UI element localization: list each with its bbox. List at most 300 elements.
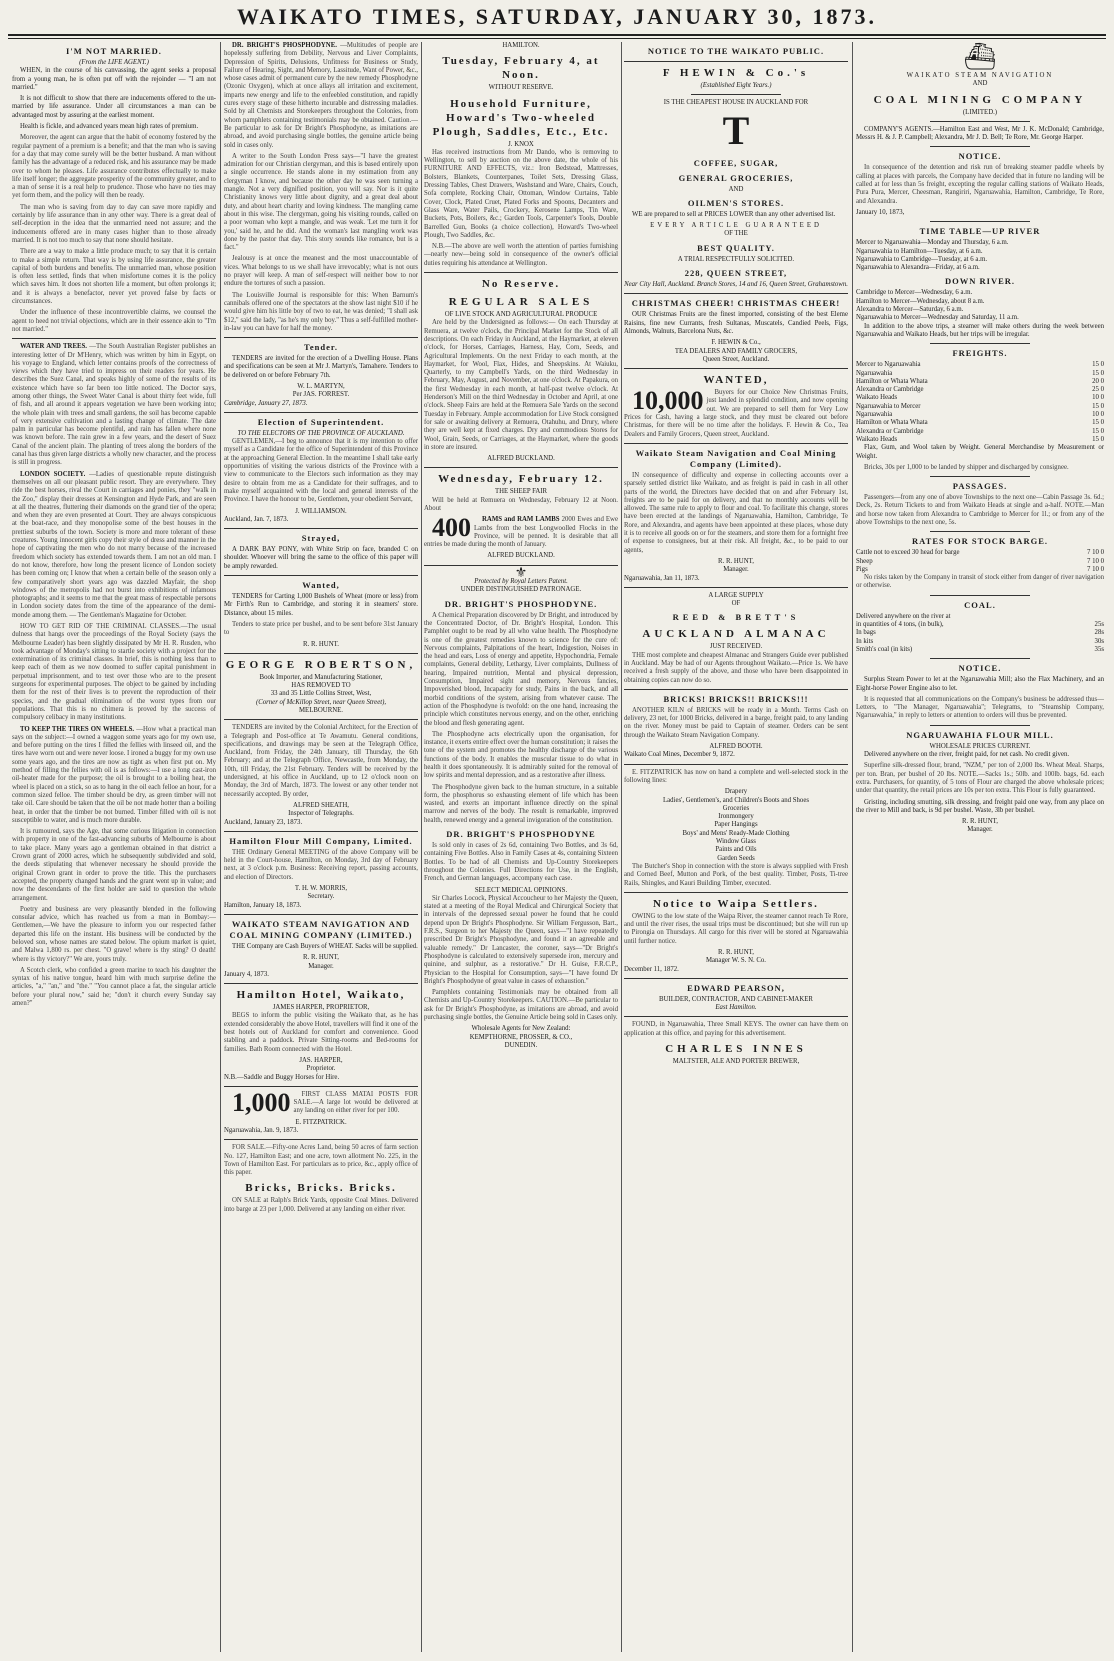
divider [930,725,1029,726]
paragraph: It is not difficult to show that there are inducements offered to the un-married by life assurance. Under all circumstances a man can be advantaged most by assuring at the earliest moment. [12,95,216,119]
table-cell: 15 0 [1092,435,1104,443]
table-cell: In kits [856,637,874,645]
ad-signature: Manager W. S. N. Co. [705,957,767,965]
ad-subtitle: MALTSTER, ALE AND PORTER BREWER, [672,1058,800,1066]
ad-signature: R. R. HUNT, [303,954,339,962]
big-number: 400 [432,513,471,543]
ad-text: OUR Christmas Fruits are the finest imported, consisting of the best Eleme Raisins, fine new Currants, fresh Sultanas, Muscatels, Candied Peels, Figs, Almonds, Walnuts, Barcelona Nuts, &c. [624,311,848,335]
ad-signature: ALFRED BUCKLAND. [487,552,555,560]
ad-address: Near City Hall, Auckland. Branch Stores, 14 and 16, Queen Street, Grahamstown. [624,281,848,289]
top-rule-thin [8,38,1106,39]
ad-date: Auckland, January 23, 1873. [224,818,303,826]
divider [624,892,848,893]
ad-text: TENDERS are invited for the erection of a Dwelling House. Plans and specifications can be seen at Mr J. Martyn's, Tamahere. Tenders to be delivered on or before February 7th. [224,355,418,379]
filler-text: It is requested that all communications on the Company's business be addressed thus—Letters, to "The Manager, Ngaruawahia"; Telegrams, to "Steamship Company, Ngaruawahia," in reply to letters or attention to orders will thus be prevented. [856,695,1104,720]
ad-signature: J. WILLIAMSON. [295,507,347,515]
table-cell: Waikato Heads [856,394,898,402]
filler-text: GENTLEMEN,—I beg to announce that it is my intention to offer myself as a Candidate for the office of Superintendent of this Province at the approaching General Election. In the meantime I shall take early opportunities of visiting the various districts of the Province with a view to communicate to the Electors such information as they may desire to obtain from me as a Candidate for their suffrages, and to make myself acquainted with the local and general interests of the Province. I have the honour to be, Gentlemen, your obedient Servant, [224,438,418,504]
divider [224,528,418,529]
filler-text: —How what a practical man says on the subject:—I owned a waggon some years ago for my own use, and before putting on the tires I filled the fellies with linseed oil, and the tires have worn out and were never loose. I ironed a buggy for my own use some years ago, and the tires are now as tight as when first put on. My method of filling the fellies with oil is as follows:—I use a long cast-iron oil-heater made for the purpose; the oil is brought to a boiling heat, the wheel is placed on a stick, so as to hang in the oil each felloe an hour, for a common sized felloe. The timber should be dry, as green timber will not take oil. Care should be taken that the oil be not made hotter than a boiling heat, in order that the timber be not burned. Timber filled with oil is not susceptible to water, and is much more durable. [12,725,216,824]
filler-text: A writer to the South London Press says—"I have the greatest admiration for our Christian clergyman, and this is based entirely upon a single occurrence. He stands alone in my estimation from any clergyman I know, and because the other day he was seen turning a mangle. Not a very dignified position, you will say. Nor is it quite Christianity knows very little about dignity, and a great deal about duty, and about heart charity and loving kindness. The mangling came about in this wise. The clergyman, going his visiting rounds, called on a poor woman who kept a mangle, and was weak. 'Let me turn it for you,' said he, and he did. And the woman's last mangling work was done by the pastor that day. This story sounds like romance, but is a fact." [224,152,418,252]
ad-signature: Proprietor. [306,1065,336,1073]
list-item: Drapery [724,788,748,796]
ad-date: Ngaruawahia, Jan 11, 1873. [624,574,700,582]
filler-text: FIRST CLASS MATAI POSTS FOR SALE.—A large lot would be delivered at any landing on either river for per 100. [293,1090,418,1115]
column-1 [12,42,216,1652]
big-number: 10,000 [632,386,704,416]
ad-title: WANTED, [703,374,769,387]
table-cell: Smith's coal (in kits) [856,645,913,653]
ad-title: Election of Superintendent. [257,416,385,427]
ad-text: In addition to the above trips, a steamer will make others during the week between Ngaruawahia and Waikato Heads, but her trips will be irregular. [856,322,1104,338]
divider [930,476,1029,477]
filler-text: Jealousy is at once the meanest and the most unaccountable of vices. What belongs to us we shall have irrevocably; what is not ours no prayer will keep. A man of self-respect will neither bow to nor endure the tortures of such a passion. [224,255,418,288]
ad-signature: JAS. HARPER, [299,1056,343,1064]
divider [624,1016,848,1017]
ad-heading: DR. BRIGHT'S PHOSPHODYNE. [232,42,337,49]
ad-title: TIME TABLE—UP RIVER [919,226,1041,237]
ad-text: TENDERS for Carting 1,000 Bushels of Wheat (more or less) from Mr Firth's Run to Cambridge, and storing it in steamers' store. Distance, about 15 miles. [224,593,418,617]
divider [624,764,848,765]
ad-line: GENERAL GROCERIES, [678,172,794,183]
ad-signature: Inspector of Telegraphs. [288,810,354,818]
filler-text: Moreover, the agent can argue that the habit of economy fostered by the regular payment of a premium is a benefit; and that the man who is saving for a day that may come surely will be the better husband. A man without family has the advantage of a reduced risk, and his assurance may be made over to whom he pleases. Life assurance contributes effectually to make life itself longer; the aggregate prosperity of the community greater, and to a man of sense it is a real help to prudence. Those who have no ties may yet form them, and the policy will then be ready. [12,134,216,200]
ad-date: Ngaruawahia, Jan. 9, 1873. [224,1126,299,1134]
ad-signature: F. HEWIN & Co., [711,339,761,347]
ad-signature: R. R. HUNT, [718,949,754,956]
table-cell: Alexandra or Cambridge [856,427,924,435]
ad-signature: E. FITZPATRICK. [295,1118,347,1126]
ad-title: COAL MINING COMPANY [873,93,1087,106]
list-item: Ladies', Gentlemen's, and Children's Boots and Shoes [662,796,809,804]
table-cell: Mercer to Ngaruawahia [856,361,921,369]
masthead: WAIKATO TIMES, SATURDAY, JANUARY 30, 1873. [236,4,878,29]
table-cell: 35s [1094,645,1104,653]
ad-text: THE Company are Cash Buyers of WHEAT. Sacks will be supplied. [232,942,418,950]
paragraph: Health is fickle, and advanced years mean high rates of premium. [20,123,199,131]
ad-title: Bricks, Bricks. Bricks. [245,1182,397,1195]
filler-text: Sir Charles Locock, Physical Accoucheur to her Majesty the Queen, stated at a meeting of the Royal Medical and Chirurgical Society that in intervals of the depressed sexual power he found that he could depend upon Dr Bright's Phosphodyne. Sir William Fergusson, Bart., F.R.S., Surgeon to her Majesty the Queen, says—"I have repeatedly prescribed Dr Bright's Phosphodyne, and found it an agreeable and valuable remedy." Dr Lancaster, the coroner, says—"Dr Bright's Phosphodyne is calculated to extensively supersede iron, mercury and quinine, and sulphur, as a restorative." Dr H. Guise, F.R.C.P., Physician to the Hospital for Consumption, says—"I have found Dr Bright's Phosphodyne of great value in cases of exhaustion." [424,894,618,985]
list-item: Boys' and Mens' Ready-Made Clothing [682,829,790,837]
filler-text: Tenders to state price per bushel, and to be sent before 31st January to [224,620,418,637]
ad-signature: Secretary. [307,893,335,901]
ad-date: Waikato Coal Mines, December 9, 1872. [624,751,735,759]
divider [12,338,216,339]
ad-text: Delivered anywhere on the river, freight paid, for net cash. No credit given. [864,751,1070,759]
top-rule [8,34,1106,36]
filler-text: 2000 Ewes and Ewe Lambs from the best Longwoolled Flocks in the Province, will be penned. It is desirable that all entries be made during the month of January. [424,516,618,549]
ad-title: PASSAGES. [952,481,1008,492]
table-cell: 15 0 [1092,427,1104,435]
ad-text: A DARK BAY PONY, with White Strip on face, branded C on shoulder. Whoever will bring the same to the office of this paper will be amply rewarded. [224,546,418,570]
ad-title: CHRISTMAS CHEER! CHRISTMAS CHEER! [631,298,841,309]
ad-line: BEST QUALITY. [697,242,775,253]
filler-text: Superfine silk-dressed flour, brand, "NZM," per ton of 2,000 lbs. Wheat Meal. Sharps, per ton. Bran, per bushel of 20 lbs. NOTE.—Sacks 1s.; 50lb. and 100lb. bags, 6d. each extra. Purchasers, for quantity, of 5 tons of Flour are charged the above wholesale prices; under that quantity, the retail prices are 10s per ton extra. This Flour is fully guaranteed. [856,762,1104,795]
divider [224,412,418,413]
table-cell [1081,613,1104,621]
ad-city: East Hamilton. [715,1004,757,1012]
table-row [856,566,1104,574]
list-item: Ngaruawahia to Mercer—Wednesday and Saturday, 11 a.m. [856,314,1019,322]
filler-text: The Louisville Journal is responsible for this: When Barnum's cannibals offered one of the spectators at the show last night $10 if he would give him his little boy of two to eat, he was denied; "I shall ask $12," said the lady, "as he's my only boy." Thus a self-fulfilled mother-in-law you can have for half the money. [224,291,418,332]
table-cell: Hamilton or Whata Whata [856,419,928,427]
divider [624,587,848,588]
ad-title: COAL. [964,599,996,610]
table-row [856,549,1104,557]
ad-city: Queen Street, Auckland. [702,355,770,363]
filler-text: The Phosphodyne acts electrically upon the organisation, for instance, it exerts entire effect over the human constitution; it raises the tone of the system and promotes the healthy discharge of the various functions of the body. It enables the muscular tissue to do what in health it does spontaneously. It is admirably suited for the removal of low spirits and mental depression, and as a restorative after illness. [424,730,618,780]
table-row [856,394,1104,402]
list-item: Hamilton to Mercer—Wednesday, about 8 a.m. [856,297,985,305]
table-row [856,558,1104,566]
divider [224,653,418,654]
ad-title: Household Furniture, Howard's Two-wheeled Plough, Saddles, Etc., Etc. [432,97,610,138]
ad-date: Cambridge, January 27, 1873. [224,399,308,407]
ad-signature: R. R. HUNT. [303,640,339,648]
filler-text: Poetry and business are very pleasantly blended in the following consular advice, which has reached us from a man in Bombay:—Gentlemen,—We have the pleasure to inform you our respected father departed this life on the instant. His business will be conducted by the beloved son, whose names are stated below. The opium market is quiet, and Malwa 1,800 rs. per chest. "O grave! where is thy sting? O death! where is thy victory?" We are, yours truly. [12,905,216,963]
table-cell: 10 0 [1092,394,1104,402]
column-divider [621,42,622,1652]
ad-title: EDWARD PEARSON, [687,982,785,993]
divider [930,146,1029,147]
ad-title: CHARLES INNES [665,1043,807,1056]
ad-signature: Manager. [308,962,334,970]
ad-title: Notice to Waipa Settlers. [653,897,819,910]
list-item: Ngaruawahia to Alexandra—Friday, at 6 a.m. [856,264,980,272]
filler-text: ON SALE at Ralph's Brick Yards, opposite Coal Mines. Delivered into barge at 23 per 1,000. Delivered at any landing on either river. [224,1197,418,1213]
table-row [856,621,1104,629]
list-item: Garden Seeds [717,854,755,862]
ad-line: EVERY ARTICLE GUARANTEED [650,222,822,230]
ad-line: OILMEN'S STORES. [687,197,785,208]
ad-date: January 10, 1873, [856,208,905,216]
ad-subtitle: IS THE CHEAPEST HOUSE IN AUCKLAND FOR [663,99,809,107]
divider [624,293,848,294]
ad-subtitle: (Established Eight Years.) [700,82,772,89]
ad-title: DR. BRIGHT'S PHOSPHODYNE. [444,598,598,609]
divider [224,719,418,720]
divider [424,272,618,273]
divider [224,575,418,576]
table-cell: Ngaruawahia [856,411,893,419]
goods-list [624,788,848,863]
ad-title: Hamilton Hotel, Waikato, [236,989,406,1002]
table-cell: Ngaruawahia to Mercer [856,402,921,410]
ad-signature: W. L. MARTYN, [297,382,345,390]
filler-text: The Butcher's Shop in connection with the store is always supplied with Fresh and Corned Beef, Mutton and Pork, of the best quality. Timber, Posts, Ti-tree Rails, Shingles, and Kauri Building Timber, executed. [624,862,848,887]
table-row [856,419,1104,427]
table-row [856,411,1104,419]
column-4 [624,42,848,1652]
ad-subtitle: Wholesale Agents for New Zealand: [471,1025,571,1033]
coal-table [856,613,1104,654]
divider [224,337,418,338]
ad-note: N.B.—Saddle and Buggy Horses for Hire. [224,1073,340,1081]
filler-text: Under the influence of these incontrovertible claims, we counsel the agent to heed not trivial objections, which are in their essence akin to "I'm not married." [12,309,216,333]
ad-title: Waikato Steam Navigation and Coal Mining Company (Limited). [635,447,837,469]
ad-title: No Reserve. [481,278,561,291]
table-cell: 7 10 0 [1087,557,1104,565]
ad-subtitle: OF LIVE STOCK AND AGRICULTURAL PRODUCE [444,311,598,319]
ad-big-letter: T [722,107,750,153]
ad-title: REGULAR SALES [448,296,594,309]
list-item: Alexandra to Mercer—Saturday, 6 a.m. [856,306,964,314]
filler-text: Has received instructions from Mr Dando, who is removing to Wellington, to sell by auction on the above date, the whole of his FURNITURE AND EFFECTS, viz.: Iron Bedstead, Mattresses, Bolsters, Blankets, Counterpanes, Toilet Sets, Dressing Glass, Dressing Tables, Chest Drawers, Washstand and Ware, Chairs, Couch, Sofa complete, Rocking Chair, Ottoman, Window Curtains, Table Cover, Clock, Plated Cruet, Plated Forks and Spoons, Decanters and Glass Ware, Water Pails, Crockery, Kerosene Lamps, Tin Ware, Buckets, Pots, Boilers, &c.; Garden Tools, Carpenter's Tools, Double Barrelled Gun, Books (a choice collection), Howard's Two-wheel Plough, Two Saddles, &c. [424,148,618,239]
filler-text: No risks taken by the Company in transit of stock either from danger of river navigation or otherwise. [856,574,1104,590]
ad-signature: ALFRED BUCKLAND. [487,455,555,463]
filler-text: Passengers—from any one of above Townships to the next one—Cabin Passage 3s. 6d.; Deck, 2s. Return Tickets to and from Waikato Heads at single and a-half. NOTE.—Man and horse now taken from Alexandra to Cambridge to Mercer for 1l.; or from any of the above Townships to the next one, 5s. [856,494,1104,526]
filler-text: Bricks, 30s per 1,000 to be landed by shipper and discharged by consignee. [864,463,1069,471]
ad-heading: NOTICE TO THE WAIKATO PUBLIC. [647,46,825,56]
table-cell: 15 0 [1092,402,1104,410]
big-number: 1,000 [232,1087,291,1117]
ad-subtitle: Protected by Royal Letters Patent. [474,578,568,586]
ad-subtitle: BUILDER, CONTRACTOR, AND CABINET-MAKER [659,995,813,1003]
table-cell: Sheep [856,557,873,565]
ad-line: AND [972,80,988,88]
ad-line: A LARGE SUPPLY [708,591,764,599]
ad-title: GEORGE ROBERTSON, [225,658,417,671]
ad-signature: KEMPTHORNE, PROSSER, & CO., [469,1033,573,1041]
ad-line: OF THE [724,230,748,238]
filler-text: —Multitudes of people are hopelessly suffering from Debility, Nervous and Liver Complaints, Depression of Spirits, Delusions, Unfitness for Business or Study, Failure of Hearing, Sight, and Memory, Lassitude, Want of Power, &c., whose cases admit of permanent cure by the new remedy Phosphodyne (Ozonic Oxygen), which at once allays all irritation and excitement, imparts new energy and life to the enfeebled constitution, and rapidly cures every stage of these hitherto incurable and distressing maladies. Sold by all Chemists and Storekeepers throughout the Colonies, from whom pamphlets containing testimonials may be obtained. Caution.—Be particular to ask for Dr Bright's Phosphodyne, as imitations are abroad, and avoid purchasing single bottles, the genuine article being sold in cases only. [224,42,418,149]
divider [624,368,848,369]
list-item: Cambridge to Mercer—Wednesday, 6 a.m. [856,289,973,297]
ad-title: Tuesday, February 4, at Noon. [442,55,600,82]
filler-text: BEGS to inform the public visiting the Waikato that, as he has extended considerably the above Hotel, travellers will find it one of the best hotels out of Auckland for comfort and convenience. Good stabling and a paddock. Private Sitting-rooms and Bed-rooms for families. Bath Room connected with the Hotel. [224,1012,418,1053]
list-item: Window Glass [716,838,756,846]
ad-title: RATES FOR STOCK BARGE. [912,536,1048,547]
table-cell: 30s [1094,637,1104,645]
ad-title: F HEWIN & Co.'s [662,67,810,79]
ad-signature: Per JAS. FORREST. [292,391,350,399]
ad-line: 228, QUEEN STREET, [684,268,788,279]
ad-signature: ALFRED SHEATH, [293,801,349,809]
ad-title: NGARUAWAHIA FLOUR MILL. [906,729,1054,740]
ad-city: MELBOURNE. [299,707,343,714]
ad-title: Wanted, [302,580,340,591]
timetable-down [856,289,1104,322]
ad-text: Gristing, including smutting, silk dressing, and freight paid one way, from any place on the river to Mill and back, is 9d per bushel. Waste, 3lb per bushel. [856,798,1104,814]
filler-text: —The South Australian Register publishes an interesting letter of Dr M'Henry, which was written by him in Egypt, on his voyage to England, which letter contains proofs of the correctness of views which they have tried to impress on their readers for years. He describes the Suez Canal, and speaks highly of some of the results of its existence which have so far been too little noticed. The Doctor says, among other things, the Sweet Water Canal is about thirty feet wide, full of fish, and all around it appears vegetation we have been working into; the whole plain with trees and small gardens, the soil has become capable of very extensive cultivation and a lasting change of climate. The date palm in particular has become plentiful, and rain has fallen where none was known before. The rain grew in a few years, and the desert of Suez Canal of the ancient plain. The planting of trees along the borders of the canal has thus given large districts a wholly new character, and the process is still in progress. [12,343,216,467]
list-item: Ngaruawahia to Hamilton—Tuesday, at 6 a.m. [856,247,983,255]
table-cell: 28s [1094,629,1104,637]
filler-text: OWING to the low state of the Waipa River, the steamer cannot reach Te Rore, and until the river rises, the usual trips must be discontinued; but she will run up to Pirongia on Thursdays. All cargo for this river will be stored at Ngaruawahia until further notice. [624,912,848,945]
filler-text: FOUND, in Ngaruawahia, Three Small KEYS. The owner can have them on application at this office, and paying for this advertisement. [624,1021,848,1037]
ad-line: AND [728,185,744,193]
freight-table [856,361,1104,444]
section-heading: WATER AND TREES. [20,343,87,351]
divider [224,1086,418,1087]
column-3 [424,42,618,1652]
ad-heading: WAIKATO STEAM NAVIGATION [906,72,1054,79]
ad-line: COFFEE, SUGAR, [693,157,779,168]
divider [930,121,1029,122]
ad-city: DUNEDIN. [504,1041,538,1049]
filler-text: ANOTHER KILN of BRICKS will be ready in a Month. Terms Cash on delivery, 23 net, for 1000 Bricks, delivered in a barge, freight paid, to any landing on the river. Money must be paid to Captain of steamer. Orders can be sent through the Waikato Steam Navigation Company. [624,706,848,739]
column-divider [852,42,853,1652]
ad-subtitle: (LIMITED.) [962,108,998,116]
filler-text: There are a way to make a little produce much; to say that it is certain to make a simple return. That way is by using life assurance, the greater capital of both burdens and benefits. The unmarried man, whose position is often less settled, finds that when misfortune comes it is the policy which saves him. It does not shorten life a moment, but often prolongs it; and it is always a benefactor, never yet proved false by facts or circumstances. [12,248,216,306]
filler-text: It is rumoured, says the Age, that some curious litigation in connection with property in one of the fast-advancing suburbs of Melbourne is about to take place. Many years ago a gentleman obtained in that district a Crown grant of 2000 acres, which he subsequently subdivided and sold, the deeds stipulating that whenever necessary he should provide the original Crown grant in order to prove the title. This the purchasers accepted, the property changed hands and the grant went up in value; and now the descendants of the first holder are said to question the whole arrangement. [12,828,216,902]
article-subtitle: (From the LIFE AGENT.) [79,59,149,66]
list-item: Ironmongery [718,813,754,821]
list-item: Ngaruawahia to Cambridge—Tuesday, at 6 a.m. [856,255,988,263]
ad-date: January 4, 1873. [224,970,269,978]
ad-subtitle: HAS REMOVED TO [291,682,351,690]
table-cell: 25 0 [1092,386,1104,394]
filler-text: HOW TO GET RID OF THE CRIMINAL CLASSES.—The usual dulness that hangs over the proceedings of the Royal Society (says the Melbourne Leader) has been slightly dissipated by Mr H. R. Rusden, who took advantage of Monday's sitting to startle society with a project for the extermination of its criminal classes. In brief, this is nothing less than to keep each of them as we now doomed to suffer capital punishment in perpetual imprisonment, and to test over those who are to the present surgeons for experimental purposes. The object to be gained by including them for the rest of their lives is to prevent the reproduction of their species, and the gradual elimination of the worst types from our populations. That this is no chimera is proved by the success of compulsory celibacy in many institutions. [12,623,216,722]
ad-heading: HAMILTON. [502,42,540,49]
table-cell: Alexandra or Cambridge [856,386,924,394]
table-row [856,370,1104,378]
filler-text: In consequence of the detention and risk run of breaking steamer paddle wheels by calling at places with parcels, the Company have decided that in future no landing will be called at for less than 5s freight, excepting the regular calling stations of Waikato Heads, Pura Pura, Mercer, Cheesman, Rangiriri, Ngaruawahia, Hamilton, Cambridge, Te Rore, and Alexandra. [856,164,1104,205]
ad-subtitle: WHOLESALE PRICES CURRENT. [929,742,1031,750]
ad-title: NOTICE. [958,663,1002,674]
divider [624,443,848,444]
ad-subtitle: TEA DEALERS AND FAMILY GROCERS, [674,347,798,355]
ad-title: AUCKLAND ALMANAC [642,628,830,641]
ad-signature: R. R. HUNT, [718,557,754,565]
table-cell: 20 0 [1092,377,1104,385]
table-cell: Ngaruawahia [856,369,893,377]
filler-text: IN consequence of difficulty and expense in collecting accounts over a sparsely settled district like Waikato, and as freight is paid in cash in all other parts of the world, the Directors have decided that on and after February 1st, freights are to be paid for on delivery, and that no monthly accounts will be allowed. The same rule to apply to flour and coal. To facilitate this change, stores have been erected at the landings of Ngaruawahia, Hamilton, Cambridge, Te Rore, and Alexandra, and agents have been appointed at these places, whose duty it is to receive all goods on or for the steamers, and store them for a fortnight free of expense to consignees, but at their risk. All freight, &c., to be paid to our agents, [624,471,848,554]
divider [930,531,1029,532]
divider [930,658,1029,659]
ad-subtitle: SELECT MEDICAL OPINIONS. [474,886,568,894]
table-cell: Hamilton or Whata Whata [856,377,928,385]
table-row [856,613,1104,621]
column-divider [421,42,422,1652]
ad-signature: J. KNOX [508,140,534,148]
list-item: Mercer to Ngaruawahia—Monday and Thursday, 6 a.m. [856,239,1009,247]
table-cell: 7 10 0 [1087,549,1104,557]
table-cell: Pigs [856,565,868,573]
list-item: Paints and Oils [715,846,757,854]
ad-signature: ALFRED BOOTH. [709,743,763,751]
royal-arms-icon: ⚜ [514,565,528,581]
rate-table [856,549,1104,574]
table-cell: Delivered anywhere on the river at [856,612,951,620]
ad-line: REED & BRETT'S [672,612,800,623]
divider [624,61,848,62]
table-cell: 10 0 [1092,411,1104,419]
ad-signature: T. H. W. MORRIS, [294,885,348,893]
filler-text: TENDERS are invited by the Colonial Architect, for the Erection of a Telegraph and Post-office at Te Awamutu. General conditions, specifications, and drawings may be seen at the Telegraph Office, Auckland, from Friday, the 24th January, till Thursday, the 6th February; and at the Telegraph Office, Newcastle, from Monday, the 10th, till Friday, the 21st February. Tenders will be received by the undersigned, at his office in Auckland, up to 12 o'clock noon on Monday, the 3rd of March, 1873. The lowest or any other tender not necessarily accepted. By order, [224,724,418,798]
divider [224,983,418,984]
ad-title: DR. BRIGHT'S PHOSPHODYNE [446,829,596,840]
table-row [856,428,1104,436]
table-row [856,378,1104,386]
article-title: I'M NOT MARRIED. [66,46,162,56]
ad-title: Tender. [303,342,338,353]
table-row [856,403,1104,411]
divider [691,94,781,95]
ad-text: WE are prepared to sell at PRICES LOWER than any other advertised list. [632,210,836,218]
table-row [856,361,1104,369]
table-row [856,638,1104,646]
ad-date: Hamilton, January 18, 1873. [224,901,302,909]
list-item: Groceries [722,804,750,812]
ad-address: (Corner of McKillop Street, near Queen Street), [255,698,387,706]
column-2 [224,42,418,1652]
ad-subtitle: JAMES HARPER, PROPRIETOR, [272,1004,370,1012]
filler-text: THE Ordinary General MEETING of the above Company will be held in the Court-house, Hamilton, on Monday, 3rd day of February next, at 3 o'clock p.m. Business: Receiving report, passing accounts, and election of Directors. [224,848,418,881]
divider [424,467,618,468]
divider [224,831,418,832]
column-divider [220,42,221,1652]
filler-text: Buyers for our Choice New Christmas Fruits, just landed in splendid condition, and now opening out. We are prepared to sell them for Very Low Prices for Cash, having a large stock, and they must be cleared out before Christmas, for there will be no time after the holidays. F. Hewin & Co., Tea Dealers and Family Grocers, Queen street, Auckland. [624,389,848,438]
ad-text: Surplus Steam Power to let at the Ngaruawahia Mill; also the Flax Machinery, and an Eight-horse Power Engine also to let. [856,676,1104,692]
ad-subtitle: WITHOUT RESERVE. [488,84,554,92]
ad-subtitle: RAMS and RAM LAMBS [482,516,560,524]
filler-text: Pamphlets containing Testimonials may be obtained from all Chemists and Up-Country Storekeepers. CAUTION.—Be particular to ask for Dr Bright's Phosphodyne, as imitations are abroad, and avoid purchasing single bottles, the Genuine Article being sold in Cases only. [424,989,618,1022]
table-cell: Waikato Heads [856,435,898,443]
list-item: Paper Hangings [714,821,758,829]
ad-title: Strayed, [301,533,341,544]
table-row [856,436,1104,444]
timetable-up [856,239,1104,272]
filler-text: A Chemical Preparation discovered by Dr Bright, and introduced by the Concentrated Doctor, of Dr. Bright's Hospital, London. This Pamphlet ought to be read by all who value health. The Phosphodyne is one of the greatest remedies known to science for the cure of: Nervous complaints, Palpitations of the heart, Indigestion, Noises in the head and ears, Loss of energy and appetite, Hypochondria, Female complaints, General debility, Lethargy, Liver complaints, Dullness of hearing, Impaired nutrition, Mental and physical depression, Consumption, Impaired sight and memory, Nervous fancies, Impoverished blood, Incapacity for study, Pains in the back, and all morbid conditions of the system, arising from whatever cause. The action of the Phosphodyne is twofold: on the one hand, increasing the principle which constitutes nervous energy, and on the other, enriching the blood and flesh generating agent. [424,611,618,727]
ad-line: A TRIAL RESPECTFULLY SOLICITED. [677,255,795,263]
ad-subtitle: TO THE ELECTORS OF THE PROVINCE OF AUCKLAND. [237,429,405,437]
ad-title: BRICKS! BRICKS!! BRICKS!!! [663,693,809,704]
table-row [856,646,1104,654]
column-5 [856,42,1104,1652]
ad-line: OF [731,600,741,608]
ad-title: FREIGHTS. [952,348,1008,359]
table-cell: In bags [856,629,876,637]
divider [930,595,1029,596]
ad-line: JUST RECEIVED. [709,643,763,651]
ad-title: Hamilton Flour Mill Company, Limited. [229,835,413,846]
divider [224,1139,418,1140]
table-cell: Cattle not to exceed 30 head for barge [856,549,960,557]
ad-title: WAIKATO STEAM NAVIGATION AND COAL MINING COMPANY (LIMITED.) [229,918,413,940]
table-cell: 15 0 [1092,419,1104,427]
ad-title: Wednesday, February 12. [438,473,604,486]
table-cell: in quantities of 4 tons, (in bulk), [856,621,944,629]
steamship-icon: ⛴ [963,42,997,71]
ad-text: COMPANY'S AGENTS.—Hamilton East and West, Mr J. K. McDonald; Cambridge, Messrs H. & J. P. Campbell; Alexandra, Mr J. D. Bell; Te Rore, Mr. George Harper. [856,125,1104,142]
table-cell: 15 0 [1092,369,1104,377]
filler-text: N.B.—The above are well worth the attention of parties furnishing—nearly new—being sold in consequence of the owner's official duties requiring his attendance at Wellington. [424,243,618,267]
filler-text: Are held by the Undersigned as follows:— On each Thursday at Remuera, at twelve o'clock, the Principal Market for the Stock of all descriptions. On each Friday in Auckland, at the Haymarket, at eleven o'clock, for Horses, Carriages, Harness, Hay, Corn, Seeds, and Agricultural Implements. On the next Friday to each month, at the Haymarket, for Wool, Flax, Hides, and Sheepskins. At Waiuku, Quarterly, to my Campbell's Yards, on the third Wednesday in February, May, August, and November, at one o'clock. At Papakura, on the first Wednesday in each month, at half-past twelve o'clock. At Henderson's Mill on the third Wednesday in October and April, at one o'clock. Sheep Fairs are held at the Remuera Sale Yards on the second Tuesday in February. Ample accommodation for Live Stock consigned for sale or awaiting delivery at Remuera, Otahuhu, and Drury, where they are well kept at fixed charges. Dry and commodious Stores for Wool, Grain, Seeds, or Carriages, at the Haymarket, where the goods in store are insured. [424,319,618,451]
ad-date: December 11, 1872. [624,965,679,973]
ad-address: 33 and 35 Little Collins Street, West, [270,690,372,698]
filler-text: THE most complete and cheapest Almanac and Strangers Guide ever published in Auckland. May be had of our Agents throughout Waikato.—Price 1s. We have received a fresh supply of the above, and those who have been disappointed in obtaining copies can now do so. [624,651,848,684]
section-heading: TO KEEP THE TIRES ON WHEELS. [20,725,135,733]
ad-date: Auckland, Jan. 7, 1873. [224,515,289,523]
table-cell: 15 0 [1092,361,1104,369]
filler-text: A Scotch clerk, who confided a green marine to teach his daughter the syntax of his native tongue, heard him with much surprise define the articles, "a," "an," and "the." "You cannot place a fat, the singular article before your plural now," said he; "don't it church every Sunday say amen?" [12,966,216,1008]
ad-signature: R. R. HUNT, [962,818,998,826]
filler-text: Is sold only in cases of 2s 6d, containing Two Bottles, and 3s 6d, containing Five Bottles. Also in Family Cases at 4s, containing Sixteen Bottles. To be had of all Chemists and Up-Country Storekeepers throughout the Colonies. Full Directions for Use, in the English, French, and German languages, accompany each case. [424,842,618,883]
ad-subtitle: UNDER DISTINGUISHED PATRONAGE. [460,586,582,594]
filler-text: FOR SALE.—Fifty-one Acres Land, being 50 acres of farm section No. 127, Hamilton East; and one acre, town allotment No. 225, in the Town of Hamilton East. For particulars as to price, &c., apply office of this paper. [224,1144,418,1177]
paragraph: WHEN, in the course of his canvassing, the agent seeks a proposal from a young man, he is often put off with the rejoinder — "I am not married." [12,67,216,91]
filler-text: —Ladies of questionable repute distinguish themselves on all our pleasant public resort. They are everywhere. They ride the best horses, rival the Court in carriages and ponies, they "walk in the Zoo," display their dresses at Kensington and Hyde Park, and are seen at all the theatres, fluttering their diamonds on the grand tier of the opera; and when they are even presented at Court. They are always conspicuous at the boat-race, and they monopolise some of the best houses in the prettiest suburbs of the town. Society is more and more tolerant of these creatures. Young innocent girls copy their style of dress and manner in the hope of captivating the men who do not marry because of the increased freedom which society has extended towards them. I am not an old man. I do not know, therefore, how long the present licence of London society has been coming on; I know that when a certain belle of the season only a few comparatively short years ago was dazzled Mayfair, the shop windows of the metropolis had not burst into exhibitions of infamous photographs; and it seems to me that the great mass of respectable persons in London society dates from the time of the appearance of the demi-monde among them. — The Gentleman's Magazine for October. [12,470,216,619]
table-row [856,629,1104,637]
section-heading: LONDON SOCIETY. [20,470,86,478]
ad-subtitle: Book Importer, and Manufacturing Stationer, [259,673,383,681]
table-cell: 7 10 0 [1087,565,1104,573]
filler-text: The man who is saving from day to day can save more rapidly and certainly by life assurance than in any other way. There is a great deal of self-deception in the idea that the unmarried need not assure; and the inducements offered are in many cases higher than to those already married. It is not too much to say that none should hesitate. [12,203,216,244]
divider [930,221,1029,222]
filler-text: Will be held at Remuera on Wednesday, February 12 at Noon. About [424,496,618,512]
ad-text: Flax, Gum, and Wool taken by Weight. General Merchandise by Measurement or Weight. [856,444,1104,460]
table-row [856,386,1104,394]
